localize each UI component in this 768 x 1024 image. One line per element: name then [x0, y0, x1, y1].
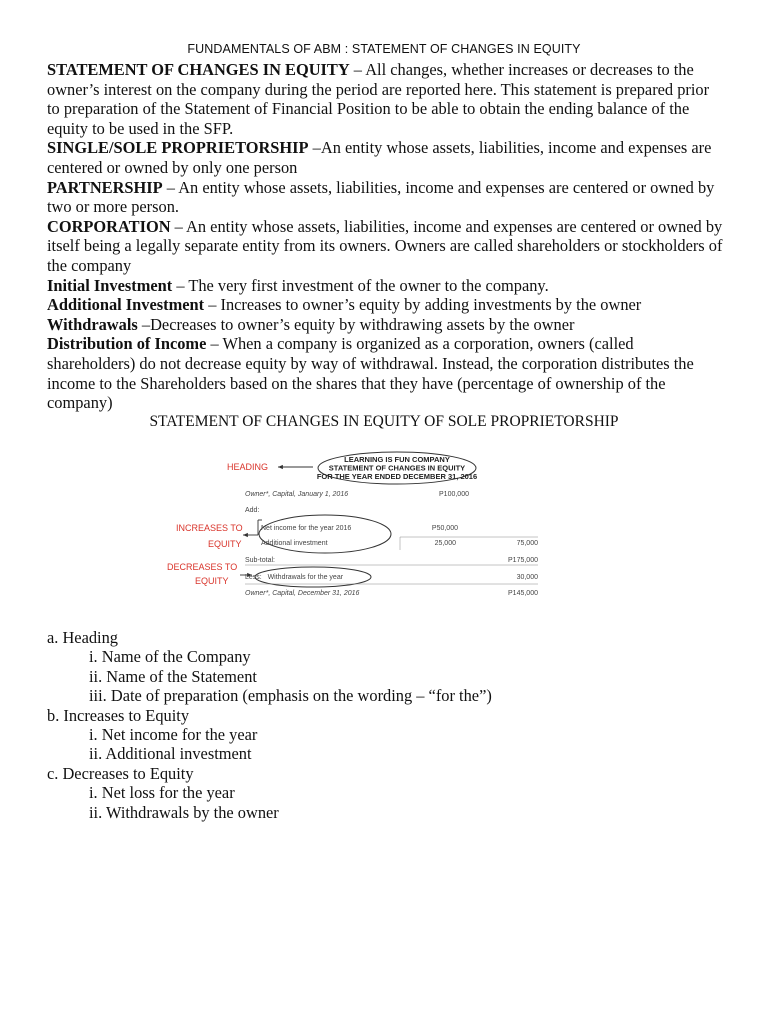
row-label: Sub-total:: [245, 557, 275, 564]
row-label: Additional investment: [261, 540, 328, 547]
row-col1: 25,000: [434, 540, 456, 547]
row-col2: 30,000: [516, 574, 538, 581]
row-col1: P50,000: [431, 525, 458, 532]
statement-period: FOR THE YEAR ENDED DECEMBER 31, 2016: [316, 472, 478, 481]
statement-figure-svg: [160, 442, 570, 617]
definition-soce: STATEMENT OF CHANGES IN EQUITY – All changes, whether increases or decreases to the owner’s interest on the company during the period are reported here. This statement is prepared prior to preparation of the Statement of Financial Position to be able to obtain the ending balance of the equity to be used in the SFP.: [47, 60, 710, 138]
definition-text: When a company is organized as a corporation, owners (called shareholders) do not decrease equity by way of withdrawal. Instead, the corporation distributes the income to the Shareholders based on the shares that they have (percentage of ownership of the company): [47, 334, 694, 413]
increases-ellipse: [259, 515, 391, 553]
definitions-block: [47, 60, 723, 413]
definition-term: Distribution of Income: [47, 334, 207, 354]
definition-text: An entity whose assets, liabilities, income and expenses are centered or owned by itself being a legally separate entity from its owners. Owners are called shareholders or stockholders of the company: [47, 216, 723, 275]
definition-partnership: PARTNERSHIP – An entity whose assets, liabilities, income and expenses are centered or owned by two or more person.: [47, 177, 715, 217]
definition-initial-investment: Initial Investment – The very first investment of the owner to the company.: [47, 275, 549, 295]
label-increases-line1: INCREASES TO: [176, 523, 243, 533]
definition-term: Initial Investment: [47, 275, 173, 295]
outline-list: [47, 628, 723, 822]
outline-subitem: ii. Name of the Statement: [89, 666, 257, 686]
label-increases-line2: EQUITY: [208, 539, 242, 549]
definition-distribution-of-income: Distribution of Income – When a company is organized as a corporation, owners (called shareholders) do not decrease equity by way of withdrawal. Instead, the corporation distributes the income to the Shareholders based on the shares that they have (percentage of ownership of the company): [47, 334, 694, 413]
label-heading: HEADING: [227, 462, 269, 472]
definition-term: Withdrawals: [47, 314, 138, 334]
outline-item: b. Increases to Equity: [47, 705, 190, 725]
definition-text: Increases to owner’s equity by adding investments by the owner: [220, 295, 642, 315]
statement-name: STATEMENT OF CHANGES IN EQUITY: [328, 463, 466, 473]
row-col2: P145,000: [508, 590, 538, 597]
definition-text: Decreases to owner’s equity by withdrawing assets by the owner: [150, 314, 575, 334]
definition-sole-proprietorship: SINGLE/SOLE PROPRIETORSHIP –An entity whose assets, liabilities, income and expenses are centered or owned by only one person: [47, 138, 712, 177]
definition-text: The very first investment of the owner to the company.: [188, 275, 549, 295]
outline-item: c. Decreases to Equity: [47, 763, 194, 783]
outline-subitem: ii. Additional investment: [89, 744, 252, 764]
row-label: Less: Withdrawals for the year: [245, 574, 344, 581]
row-label: Owner*, Capital, December 31, 2016: [245, 590, 360, 597]
row-col2: P175,000: [508, 557, 538, 564]
row-col1: P100,000: [439, 491, 469, 498]
row-label: Add:: [245, 507, 260, 514]
definition-term: SINGLE/SOLE PROPRIETORSHIP: [47, 138, 309, 158]
definition-withdrawals: Withdrawals –Decreases to owner’s equity by withdrawing assets by the owner: [47, 314, 575, 334]
label-decreases-line1: DECREASES TO: [167, 562, 238, 572]
definition-corporation: CORPORATION – An entity whose assets, liabilities, income and expenses are centered or owned by itself being a legally separate entity from its owners. Owners are called shareholders or stockholders of the company: [47, 216, 723, 275]
label-decreases-line2: EQUITY: [195, 576, 229, 586]
definition-text: An entity whose assets, liabilities, income and expenses are centered or owned by two or more person.: [47, 177, 715, 217]
statement-company: LEARNING IS FUN COMPANY: [344, 455, 450, 464]
definition-text: All changes, whether increases or decreases to the owner’s interest on the company during the period are reported here. This statement is prepared prior to preparation of the Statement of Financial Position to be able to obtain the ending balance of the equity to be used in the SFP.: [47, 60, 710, 138]
statement-figure: [160, 442, 570, 617]
outline-subitem: iii. Date of preparation (emphasis on the wording – “for the”): [89, 686, 492, 706]
definition-term: CORPORATION: [47, 216, 171, 236]
definition-text: An entity whose assets, liabilities, income and expenses are centered or owned by only one person: [47, 138, 712, 177]
definition-term: STATEMENT OF CHANGES IN EQUITY: [47, 60, 350, 79]
row-col2: 75,000: [516, 540, 538, 547]
section-title: STATEMENT OF CHANGES IN EQUITY OF SOLE PROPRIETORSHIP: [149, 413, 619, 430]
outline-subitem: i. Net income for the year: [89, 725, 258, 745]
row-label: Owner*, Capital, January 1, 2016: [245, 491, 349, 498]
definition-term: Additional Investment: [47, 295, 205, 315]
outline-item: a. Heading: [47, 628, 118, 647]
page-header: FUNDAMENTALS OF ABM : STATEMENT OF CHANGES IN EQUITY: [187, 42, 581, 56]
definition-term: PARTNERSHIP: [47, 177, 163, 197]
definition-additional-investment: Additional Investment – Increases to owner’s equity by adding investments by the owner: [47, 295, 642, 315]
outline-subitem: i. Net loss for the year: [89, 783, 235, 803]
outline-subitem: ii. Withdrawals by the owner: [89, 802, 279, 822]
outline-subitem: i. Name of the Company: [89, 647, 251, 667]
row-label: Net income for the year 2016: [261, 525, 352, 532]
